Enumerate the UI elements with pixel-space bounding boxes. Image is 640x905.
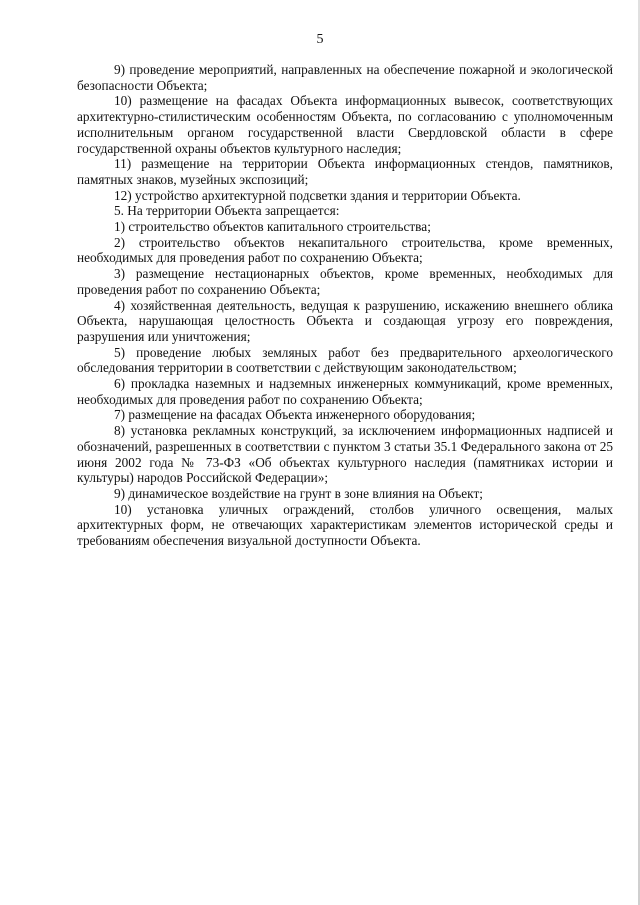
prohibition-item-3: 3) размещение нестационарных объектов, кроме временных, необходимых для проведения работ по сохранению Объекта; xyxy=(77,266,613,297)
prohibition-item-2: 2) строительство объектов некапитального строительства, кроме временных, необходимых для проведения работ по сохранению Объекта; xyxy=(77,234,613,266)
paragraph-item-9-fire-safety: 9) проведение мероприятий, направленных на обеспечение пожарной и экологической безопасности Объекта; xyxy=(77,62,613,93)
prohibition-item-1: 1) строительство объектов капитального строительства; xyxy=(114,219,431,235)
prohibition-item-8: 8) установка рекламных конструкций, за исключением информационных надписей и обозначений, разрешенных в соответствии с пунктом 3 статьи 35.1 Федерального закона от 25 июня 2002 года № 73-ФЗ «Об объектах культурного наследия (памятниках истории и культуры) народов Российской Федерации»; xyxy=(77,423,613,486)
prohibition-item-9: 9) динамическое воздействие на грунт в зоне влияния на Объект; xyxy=(114,485,483,501)
document-body xyxy=(77,62,613,549)
prohibition-item-4: 4) хозяйственная деятельность, ведущая к разрушению, искажению внешнего облика Объекта, нарушающая целостность Объекта и создающая угрозу его повреждения, разрушения или уничтожения; xyxy=(77,297,613,344)
prohibition-item-6: 6) прокладка наземных и надземных инженерных коммуникаций, кроме временных, необходимых для проведения работ по сохранению Объекта; xyxy=(77,376,613,407)
paragraph-item-10-signage: 10) размещение на фасадах Объекта информационных вывесок, соответствующих архитектурно-стилистическим особенностям Объекта, по согласованию с уполномоченным исполнительным органом государственной власти Свердловской области в сфере государственной охраны объектов культурного наследия; xyxy=(77,93,613,156)
paragraph-item-11-stands: 11) размещение на территории Объекта информационных стендов, памятников, памятных знаков, музейных экспозиций; xyxy=(77,156,613,187)
prohibition-item-10: 10) установка уличных ограждений, столбов уличного освещения, малых архитектурных форм, не отвечающих характеристикам элементов исторической среды и требованиям обеспечения визуальной доступности Объекта. xyxy=(77,501,613,549)
page-number: 5 xyxy=(316,32,324,47)
prohibition-item-5: 5) проведение любых земляных работ без предварительного археологического обследования территории в соответствии с действующим законодательством; xyxy=(77,344,613,376)
prohibition-item-7: 7) размещение на фасадах Объекта инженерного оборудования; xyxy=(114,407,476,423)
paragraph-item-12-lighting: 12) устройство архитектурной подсветки здания и территории Объекта. xyxy=(114,187,521,203)
section-5-prohibitions-heading: 5. На территории Объекта запрещается: xyxy=(114,203,340,219)
